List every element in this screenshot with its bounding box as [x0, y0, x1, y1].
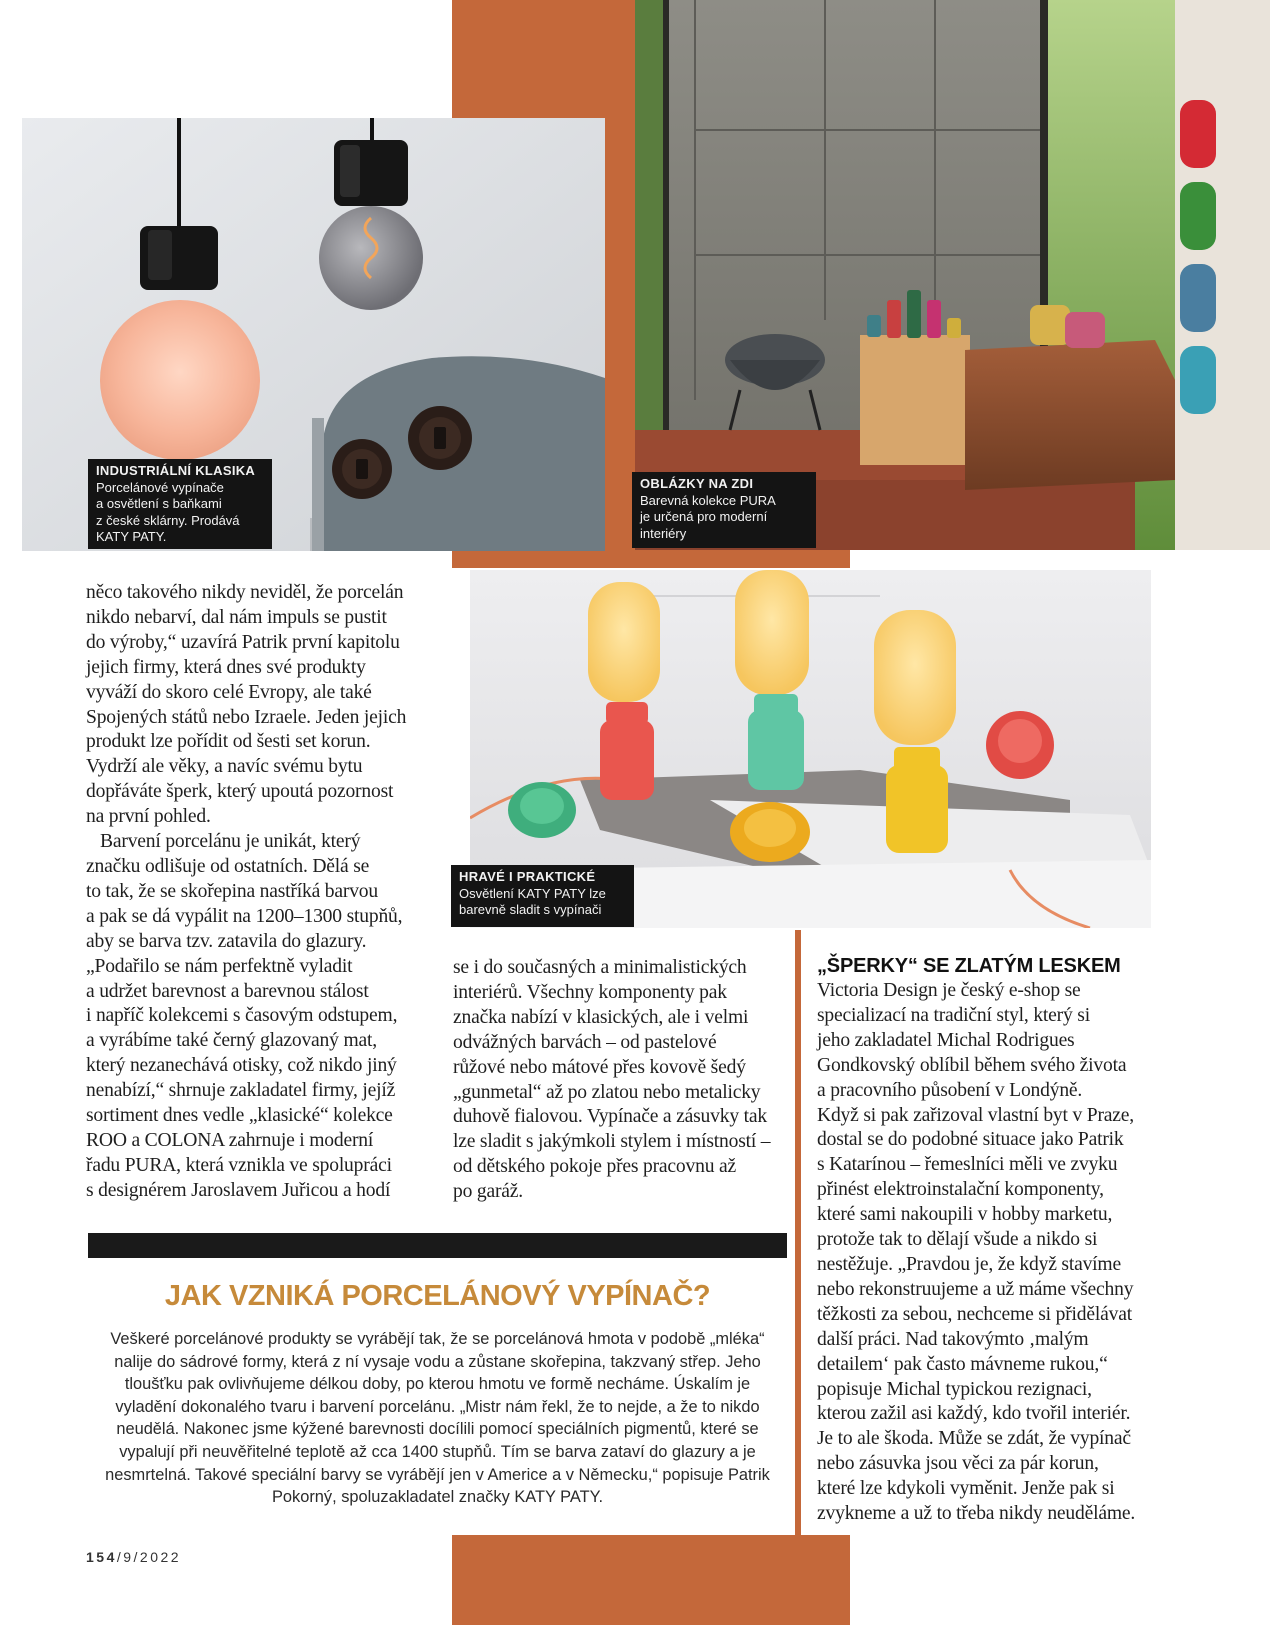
accent-band-middle: [452, 548, 850, 568]
article-column-right: [817, 979, 1157, 1527]
caption-playful-practical: [451, 865, 634, 927]
info-box-text: Veškeré porcelánové produkty se vyrábějí tak, že se porcelánová hmota v podobě „mléka“ nalije do sádrové formy, která z ní vysaje vodu a zůstane skořepina, takzvaný střep. Jeho tloušťku pak ovlivňujeme délkou doby, po kterou hmotu ve formě necháme. Úskalím je vyladění dokonalého tvaru i barvení porcelánu. „Mistr nám řekl, že to nejde, a že to nikdo neudělá. Nakonec jsme kýžené barevnosti docílili pomocí speciálních pigmentů, které se vypalují při neuvěřitelné teplotě až cca 1400 stupňů. Tím se barva zataví do glazury a je nesmrtelná. Takové speciální barvy se vyrábějí jen v Americe a v Německu,“ popisuje Patrik Pokorný, spoluzakladatel značky KATY PATY.: [105, 1330, 770, 1507]
issue-number: /9/2022: [116, 1549, 182, 1565]
column-divider: [795, 930, 801, 1535]
article-column-middle: [453, 956, 793, 1205]
paragraph: něco takového nikdy neviděl, že porcelán nikdo nebarví, dal nám impuls se pustit do výroby,“ uzavírá Patrik první kapitolu jejich firmy, která dnes své produkty vyváží do skoro celé Evropy, ale také Spojených států nebo Izraele. Jeden jejich produkt lze pořídit od šesti set korun. Vydrží ale věky, a navíc svému bytu dopřáváte šperk, který upoutá pozornost na první pohled.: [86, 582, 407, 828]
caption-text: Barevná kolekce PURA je určená pro moderní interiéry: [640, 492, 776, 541]
paragraph: Victoria Design je český e-shop se specializací na tradiční styl, který si jeho zakladatel Michal Rodrigues Gondkovský oblíbil během svého života a pracovního působení v Londýně. Když si pak zařizoval vlastní byt v Praze, dostal se do podobné situace jako Patrik s Katarínou – řemeslníci měli ve zvyku přinést elektroinstalační komponenty, které sami nakoupili v hobby marketu, protože tak to dělají všude a nikdo si nestěžuje. „Pravdou je, že když stavíme nebo rekonstruujeme a už máme všechny těžkosti za sebou, nechceme si přidělávat další práci. Nad takovýmto ‚malým detailem‘ pak často mávneme rukou,“ popisuje Michal typickou rezignaci, kterou zažil asi každý, kdo tvořil interiér. Je to ale škoda. Může se zdát, že vypínač nebo zásuvka jsou věci za pár korun, které lze kdykoli vyměnit. Jenže pak si zvykneme a už to třeba nikdy neuděláme.: [817, 980, 1136, 1525]
page-number: 154: [86, 1549, 117, 1565]
caption-text: Porcelánové vypínače a osvětlení s baňkami z české sklárny. Prodává KATY PATY.: [96, 479, 240, 544]
caption-text: Osvětlení KATY PATY lze barevně sladit s vypínači: [459, 885, 606, 917]
paragraph: se i do současných a minimalistických interiérů. Všechny komponenty pak značka nabízí v klasických, ale i velmi odvážných barvách – od pastelové růžové nebo mátové přes kovově šedý „gunmetal“ až po zlatou nebo metalicky duhově fialovou. Vypínače a zásuvky tak lze sladit s jakýmkoli stylem i místností – od dětského pokoje přes pracovnu až po garáž.: [453, 957, 771, 1203]
info-box-top-bar: [88, 1233, 787, 1258]
photo-concrete-interior-pura: [635, 0, 1270, 550]
info-box-title: JAK VZNIKÁ PORCELÁNOVÝ VYPÍNAČ?: [164, 1280, 711, 1312]
caption-title: HRAVÉ I PRAKTICKÉ: [459, 869, 596, 884]
caption-pebbles-on-wall: [632, 472, 816, 548]
caption-title: INDUSTRIÁLNÍ KLASIKA: [96, 463, 256, 478]
caption-title: OBLÁZKY NA ZDI: [640, 476, 754, 491]
section-heading: „ŠPERKY“ SE ZLATÝM LESKEM: [817, 955, 1121, 977]
accent-band-bottom: [452, 1535, 850, 1625]
caption-industrial-classic: [88, 459, 272, 549]
page-folio: [86, 1549, 181, 1565]
article-column-left: [86, 581, 426, 1204]
paragraph: Barvení porcelánu je unikát, který značku odlišuje od ostatních. Dělá se to tak, že se skořepina nastříká barvou a pak se dá vypálit na 1200–1300 stupňů, aby se barva tzv. zatavila do glazury. „Podařilo se nám perfektně vyladit a udržet barevnost a barevnou stálost i napříč kolekcemi s časovým odstupem, a vyrábíme také černý glazovaný mat, který nezanechává otisky, což nikdo jiný nenabízí,“ shrnuje zakladatel firmy, jejíž sortiment dnes vedle „klasické“ kolekce ROO a COLONA zahrnuje i moderní řadu PURA, která vznikla ve spolupráci s designérem Jaroslavem Juřicou a hodí: [86, 831, 403, 1201]
